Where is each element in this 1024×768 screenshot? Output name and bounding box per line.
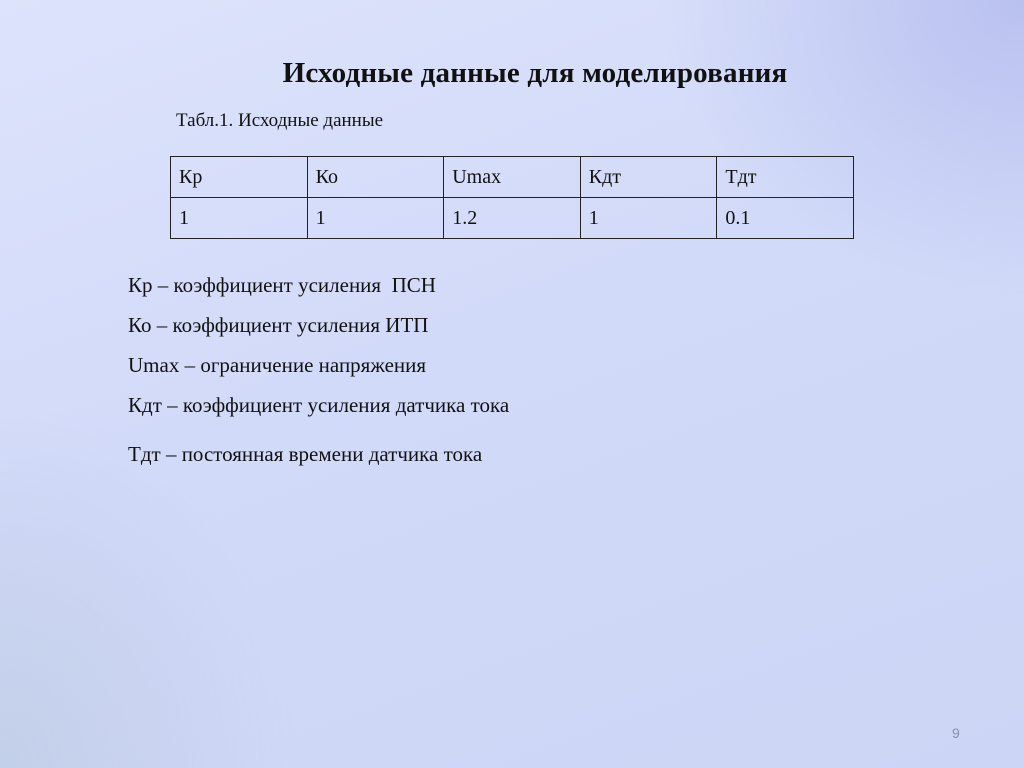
definition-item: Umax – ограничение напряжения: [128, 353, 427, 377]
table-cell: 1: [307, 198, 444, 239]
table-cell: 1.2: [444, 198, 581, 239]
table-header-cell: Кр: [171, 157, 308, 198]
table-header-cell: Umax: [444, 157, 581, 198]
table-cell: 0.1: [717, 198, 854, 239]
definition-item: Тдт – постоянная времени датчика тока: [128, 442, 483, 466]
table-cell: 1: [171, 198, 308, 239]
page-number: 9: [952, 725, 960, 741]
definition-item: Ко – коэффициент усиления ИТП: [128, 313, 429, 337]
definition-item: Кр – коэффициент усиления ПСН: [128, 273, 436, 297]
table-header-cell: Кдт: [580, 157, 717, 198]
table-caption: Табл.1. Исходные данные: [176, 110, 384, 131]
slide-title: Исходные данные для моделирования: [282, 57, 788, 89]
table-cell: 1: [580, 198, 717, 239]
table-header-cell: Тдт: [717, 157, 854, 198]
table-row: [171, 198, 854, 239]
table-header-row: [171, 157, 854, 198]
table-header-cell: Ко: [307, 157, 444, 198]
definition-item: Кдт – коэффициент усиления датчика тока: [128, 393, 510, 417]
definitions-list: [128, 272, 509, 481]
parameters-table: [170, 156, 854, 239]
